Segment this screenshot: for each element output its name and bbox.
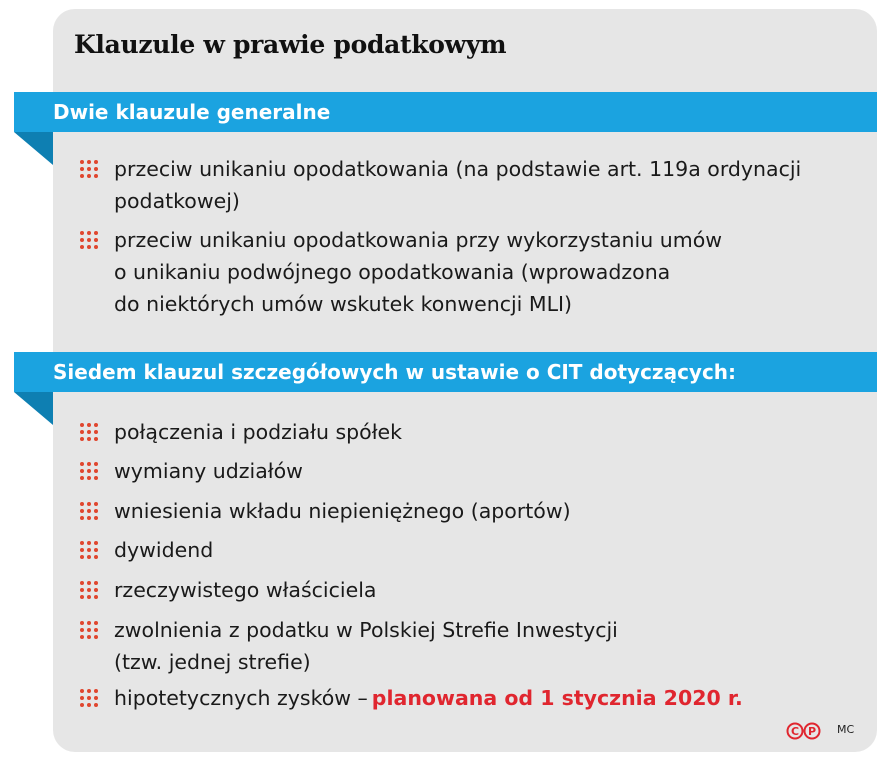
highlight-text: planowana od 1 stycznia 2020 r. xyxy=(371,686,743,710)
dotted-bullet-icon xyxy=(80,621,100,641)
list-item xyxy=(80,416,860,448)
list-item xyxy=(80,495,860,527)
dotted-bullet-icon xyxy=(80,462,100,482)
list-item-text: wniesienia wkładu niepieniężnego (aportów) xyxy=(114,499,571,523)
dotted-bullet-icon xyxy=(80,541,100,561)
page-title: Klauzule w prawie podatkowym xyxy=(74,30,507,59)
dotted-bullet-icon xyxy=(80,689,100,709)
list-item xyxy=(80,153,860,217)
section-heading-label: Dwie klauzule generalne xyxy=(53,100,331,124)
dotted-bullet-icon xyxy=(80,423,100,443)
list-item-text: przeciw unikaniu opodatkowania przy wykorzystaniu umów o unikaniu podwójnego opodatkowania (wprowadzona do niektórych umów wskutek konwencji MLI) xyxy=(114,228,723,316)
list-item-text: hipotetycznych zysków – xyxy=(114,686,368,710)
dotted-bullet-icon xyxy=(80,581,100,601)
list-item-text: rzeczywistego właściciela xyxy=(114,578,377,602)
author-credit: MC xyxy=(837,723,855,736)
list-item xyxy=(80,455,860,487)
list-item-text: przeciw unikaniu opodatkowania (na podstawie art. 119a ordynacji podatkowej) xyxy=(114,157,802,213)
list-item-text: dywidend xyxy=(114,538,214,562)
list-item xyxy=(80,534,860,566)
list-item xyxy=(80,682,860,714)
list-item xyxy=(80,224,860,320)
list-item xyxy=(80,614,860,678)
banner-fold xyxy=(14,132,53,165)
dotted-bullet-icon xyxy=(80,231,100,251)
banner-fold xyxy=(14,392,53,425)
logo-letter-c: C xyxy=(790,725,800,738)
list-item-text: wymiany udziałów xyxy=(114,459,303,483)
section-heading-general xyxy=(14,92,877,132)
section-heading-label: Siedem klauzul szczegółowych w ustawie o CIT dotyczących: xyxy=(53,360,737,384)
dotted-bullet-icon xyxy=(80,160,100,180)
cp-logo-icon xyxy=(786,722,822,740)
list-item-text: połączenia i podziału spółek xyxy=(114,420,403,444)
list-item xyxy=(80,574,860,606)
dotted-bullet-icon xyxy=(80,502,100,522)
logo-letter-p: P xyxy=(807,725,817,738)
section-heading-detailed xyxy=(14,352,877,392)
list-item-text: zwolnienia z podatku w Polskiej Strefie Inwestycji (tzw. jednej strefie) xyxy=(114,618,618,674)
